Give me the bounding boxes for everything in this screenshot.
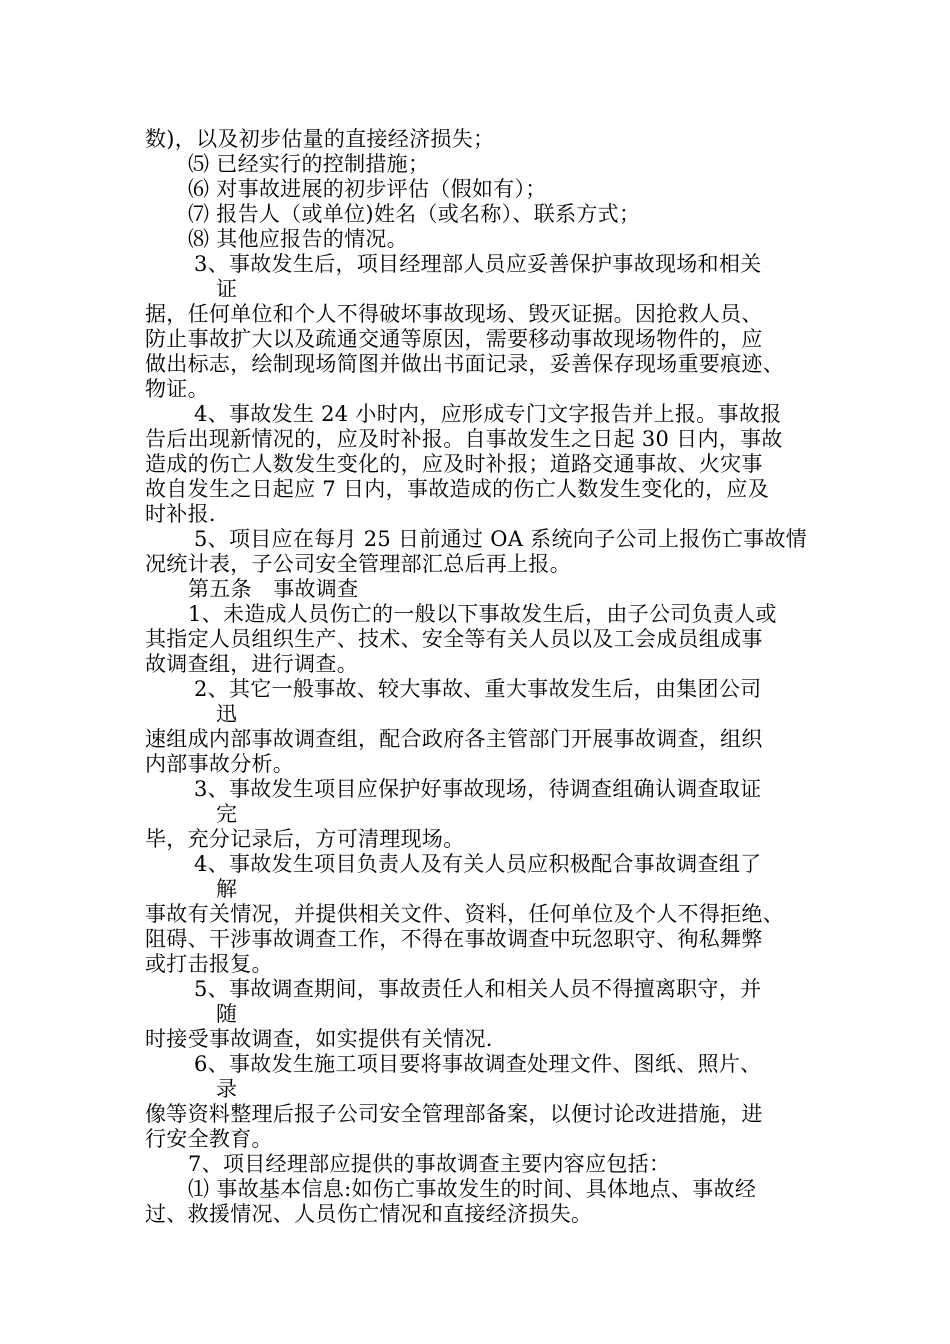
text-line: 时补报. — [145, 502, 216, 526]
text-line: 录 — [216, 1077, 238, 1101]
text-line: 数)，以及初步估量的直接经济损失； — [145, 127, 495, 151]
text-line: 告后出现新情况的，应及时补报。自事故发生之日起 30 日内，事故 — [145, 427, 783, 451]
section-heading: 第五条 事故调查 — [188, 577, 359, 601]
text-line: 故自发生之日起应 7 日内，事故造成的伤亡人数发生变化的，应及 — [145, 477, 770, 501]
text-line: 据，任何单位和个人不得破坏事故现场、毁灭证据。因抢救人员、 — [145, 302, 763, 326]
text-line: 4、事故发生 24 小时内，应形成专门文字报告并上报。事故报 — [194, 402, 782, 426]
text-line: 做出标志，绘制现场简图并做出书面记录，妥善保存现场重要痕迹、 — [145, 352, 784, 376]
text-line: 内部事故分析。 — [145, 752, 295, 776]
text-line: 像等资料整理后报子公司安全管理部备案，以便讨论改进措施，进 — [145, 1102, 763, 1126]
text-line: 速组成内部事故调查组，配合政府各主管部门开展事故调查，组织 — [145, 727, 763, 751]
text-line: 3、事故发生项目应保护好事故现场，待调查组确认调查取证 — [194, 777, 762, 801]
text-line: 故调查组，进行调查。 — [145, 652, 358, 676]
text-line: ⑹ 对事故进展的初步评估（假如有）； — [188, 177, 547, 201]
text-line: 迅 — [216, 702, 238, 726]
text-line: 造成的伤亡人数发生变化的，应及时补报；道路交通事故、火灾事 — [145, 452, 763, 476]
text-line: 事故有关情况，并提供相关文件、资料，任何单位及个人不得拒绝、 — [145, 902, 784, 926]
text-line: 其指定人员组织生产、技术、安全等有关人员以及工会成员组成事 — [145, 627, 763, 651]
text-line: 防止事故扩大以及疏通交通等原因，需要移动事故现场物件的，应 — [145, 327, 763, 351]
text-line: 行安全教育。 — [145, 1127, 273, 1151]
text-line: 2、其它一般事故、较大事故、重大事故发生后，由集团公司 — [194, 677, 762, 701]
text-line: 1、未造成人员伤亡的一般以下事故发生后，由子公司负责人或 — [188, 602, 777, 626]
text-line: 完 — [216, 802, 238, 826]
text-line: 时接受事故调查，如实提供有关情况. — [145, 1027, 493, 1051]
text-line: 7、项目经理部应提供的事故调查主要内容应包括： — [188, 1152, 671, 1176]
text-line: 阻碍、干涉事故调查工作，不得在事故调查中玩忽职守、徇私舞弊 — [145, 927, 763, 951]
text-line: 况统计表，子公司安全管理部汇总后再上报。 — [145, 552, 571, 576]
text-line: 证 — [216, 277, 238, 301]
text-line: ⑻ 其他应报告的情况。 — [188, 227, 408, 251]
text-line: 5、项目应在每月 25 日前通过 OA 系统向子公司上报伤亡事故情 — [194, 527, 808, 551]
text-line: 或打击报复。 — [145, 952, 273, 976]
text-line: ⑴ 事故基本信息:如伤亡事故发生的时间、具体地点、事故经 — [188, 1177, 757, 1201]
text-line: 6、事故发生施工项目要将事故调查处理文件、图纸、照片、 — [194, 1052, 762, 1076]
text-line: ⑺ 报告人（或单位)姓名（或名称）、联系方式； — [188, 202, 641, 226]
text-line: 解 — [216, 877, 238, 901]
text-line: 毕，充分记录后，方可清理现场。 — [145, 827, 465, 851]
text-line: 5、事故调查期间，事故责任人和相关人员不得擅离职守，并 — [194, 977, 762, 1001]
text-line: ⑸ 已经实行的控制措施； — [188, 152, 430, 176]
text-line: 过、救援情况、人员伤亡情况和直接经济损失。 — [145, 1202, 593, 1226]
text-line: 随 — [216, 1002, 238, 1026]
text-line: 4、事故发生项目负责人及有关人员应积极配合事故调查组了 — [194, 852, 762, 876]
text-line: 物证。 — [145, 377, 209, 401]
text-line: 3、事故发生后，项目经理部人员应妥善保护事故现场和相关 — [194, 252, 762, 276]
